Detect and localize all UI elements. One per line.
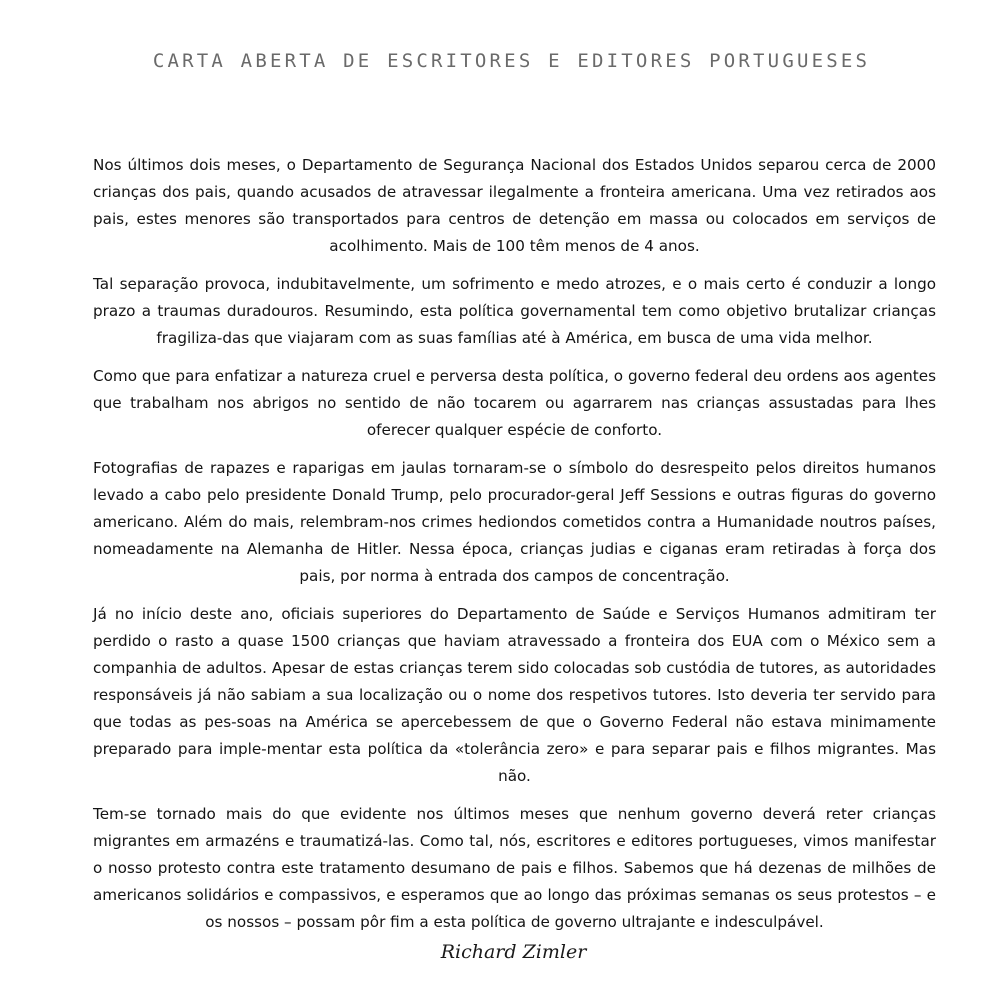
paragraph-1: Nos últimos dois meses, o Departamento de Segurança Nacional dos Estados Unidos separou cerca de 2000 crianças dos pais, quando acusados de atravessar ilegalmente a fronteira americana. Uma vez retirados aos pais, estes menores são transportados para centros de detenção em massa ou colocados em serviços de acolhimento. Mais de 100 têm menos de 4 anos. [93, 156, 936, 255]
signature: Richard Zimler [440, 941, 587, 963]
page-title: CARTA ABERTA DE ESCRITORES E EDITORES PORTUGUESES [152, 50, 871, 72]
letter-body [93, 152, 936, 947]
paragraph-5: Já no início deste ano, oficiais superiores do Departamento de Saúde e Serviços Humanos admitiram ter perdido o rasto a quase 1500 crianças que haviam atravessado a fronteira dos EUA com o México sem a companhia de adultos. Apesar de estas crianças terem sido colocadas sob custódia de tutores, as autoridades responsáveis já não sabiam a sua localização ou o nome dos respetivos tutores. Isto deveria ter servido para que todas as pes-soas na América se apercebessem de que o Governo Federal não estava minimamente preparado para imple-mentar esta política da «tolerância zero» e para separar pais e filhos migrantes. Mas não. [93, 605, 936, 785]
paragraph-4: Fotografias de rapazes e raparigas em jaulas tornaram-se o símbolo do desrespeito pelos direitos humanos levado a cabo pelo presidente Donald Trump, pelo procurador-geral Jeff Sessions e outras figuras do governo americano. Além do mais, relembram-nos crimes hediondos cometidos contra a Humanidade noutros países, nomeadamente na Alemanha de Hitler. Nessa época, crianças judias e ciganas eram retiradas à força dos pais, por norma à entrada dos campos de concentração. [93, 459, 936, 585]
paragraph-3: Como que para enfatizar a natureza cruel e perversa desta política, o governo federal deu ordens aos agentes que trabalham nos abrigos no sentido de não tocarem ou agarrarem nas crianças assustadas para lhes oferecer qualquer espécie de conforto. [93, 367, 936, 439]
paragraph-2: Tal separação provoca, indubitavelmente, um sofrimento e medo atrozes, e o mais certo é conduzir a longo prazo a traumas duradouros. Resumindo, esta política governamental tem como objetivo brutalizar crianças fragiliza-das que viajaram com as suas famílias até à América, em busca de uma vida melhor. [93, 275, 936, 347]
paragraph-6: Tem-se tornado mais do que evidente nos últimos meses que nenhum governo deverá reter crianças migrantes em armazéns e traumatizá-las. Como tal, nós, escritores e editores portugueses, vimos manifestar o nosso protesto contra este tratamento desumano de pais e filhos. Sabemos que há dezenas de milhões de americanos solidários e compassivos, e esperamos que ao longo das próximas semanas os seus protestos – e os nossos – possam pôr fim a esta política de governo ultrajante e indesculpável. [93, 805, 936, 931]
